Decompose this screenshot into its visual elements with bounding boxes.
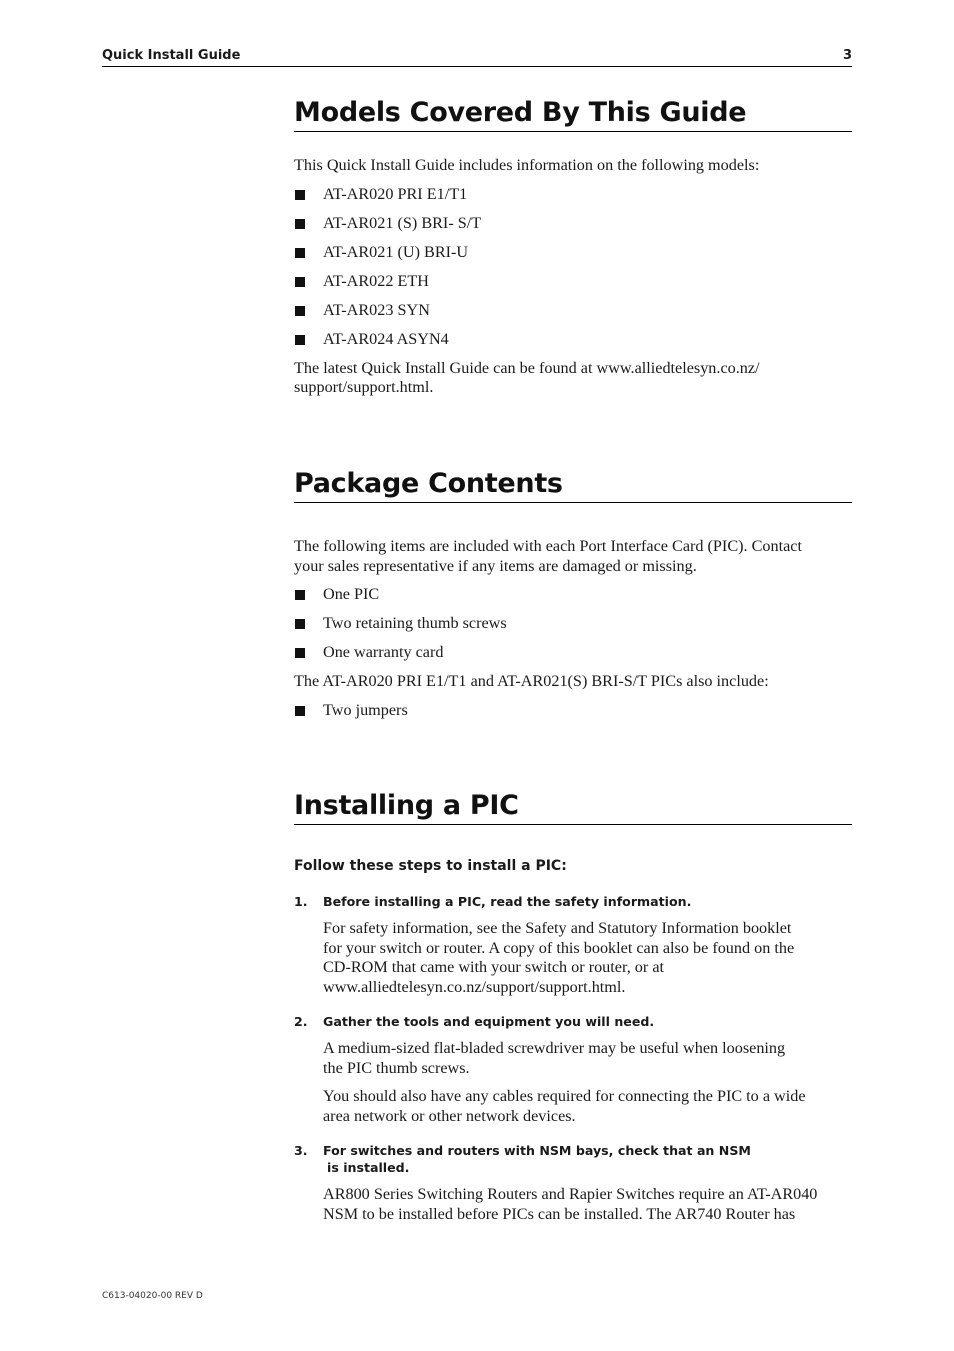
step-3-text: AR800 Series Switching Routers and Rapier Switches require an AT-AR040 NSM to be installed before PICs can be installed. The AR740 Router has	[323, 1185, 818, 1223]
bullet-square-icon	[295, 590, 305, 600]
step-number: 3.	[294, 1143, 308, 1159]
models-list	[294, 185, 852, 350]
bullet-square-icon	[295, 248, 305, 258]
list-item: Two retaining thumb screws	[294, 614, 852, 634]
list-item: AT-AR021 (S) BRI- S/T	[294, 214, 852, 234]
bullet-square-icon	[295, 190, 305, 200]
step-2-title: 2. Gather the tools and equipment you will need.	[294, 1014, 655, 1030]
step-1-title: 1. Before installing a PIC, read the safety information.	[294, 894, 692, 910]
header-title: Quick Install Guide	[102, 48, 241, 63]
section-install	[294, 790, 852, 1224]
document-code: C613-04020-00 REV D	[102, 1291, 203, 1301]
list-item: AT-AR021 (U) BRI-U	[294, 243, 852, 263]
package-extra-intro: The AT-AR020 PRI E1/T1 and AT-AR021(S) BRI-S/T PICs also include:	[294, 672, 769, 691]
list-item: AT-AR022 ETH	[294, 272, 852, 292]
step-2-text-1: A medium-sized flat-bladed screwdriver may be useful when loosening the PIC thumb screws.	[323, 1039, 786, 1077]
bullet-square-icon	[295, 335, 305, 345]
section-heading-package: Package Contents	[294, 468, 852, 503]
package-intro: The following items are included with each Port Interface Card (PIC). Contact your sales representative if any items are damaged or missing.	[294, 537, 802, 575]
package-extra-list	[294, 701, 852, 721]
section-package	[294, 468, 852, 730]
bullet-square-icon	[295, 306, 305, 316]
step-3-title: 3. For switches and routers with NSM bays, check that an NSM is installed.	[294, 1143, 751, 1176]
latest-guide-note: The latest Quick Install Guide can be found at www.alliedtelesyn.co.nz/ support/support.html.	[294, 358, 760, 397]
page-number: 3	[842, 48, 852, 63]
install-lead: Follow these steps to install a PIC:	[294, 858, 567, 875]
step-1-text: For safety information, see the Safety and Statutory Information booklet for your switch or router. A copy of this booklet can also be found on the CD-ROM that came with your switch or router, or at www.alliedtelesyn.co.nz/support/support.html.	[323, 919, 795, 996]
list-item: AT-AR023 SYN	[294, 301, 852, 321]
bullet-square-icon	[295, 277, 305, 287]
list-item: One PIC	[294, 585, 852, 605]
bullet-square-icon	[295, 219, 305, 229]
list-item: AT-AR020 PRI E1/T1	[294, 185, 852, 205]
section-heading-models: Models Covered By This Guide	[294, 97, 852, 132]
running-header	[102, 48, 852, 67]
section-heading-install: Installing a PIC	[294, 790, 852, 825]
models-intro: This Quick Install Guide includes information on the following models:	[294, 156, 760, 175]
step-number: 2.	[294, 1014, 308, 1030]
bullet-square-icon	[295, 619, 305, 629]
list-item: One warranty card	[294, 643, 852, 663]
step-2-text-2: You should also have any cables required for connecting the PIC to a wide area network or other network devices.	[323, 1087, 806, 1125]
bullet-square-icon	[295, 706, 305, 716]
list-item: AT-AR024 ASYN4	[294, 330, 852, 350]
section-models	[294, 97, 852, 398]
step-number: 1.	[294, 894, 308, 910]
list-item: Two jumpers	[294, 701, 852, 721]
package-list	[294, 585, 852, 663]
bullet-square-icon	[295, 648, 305, 658]
